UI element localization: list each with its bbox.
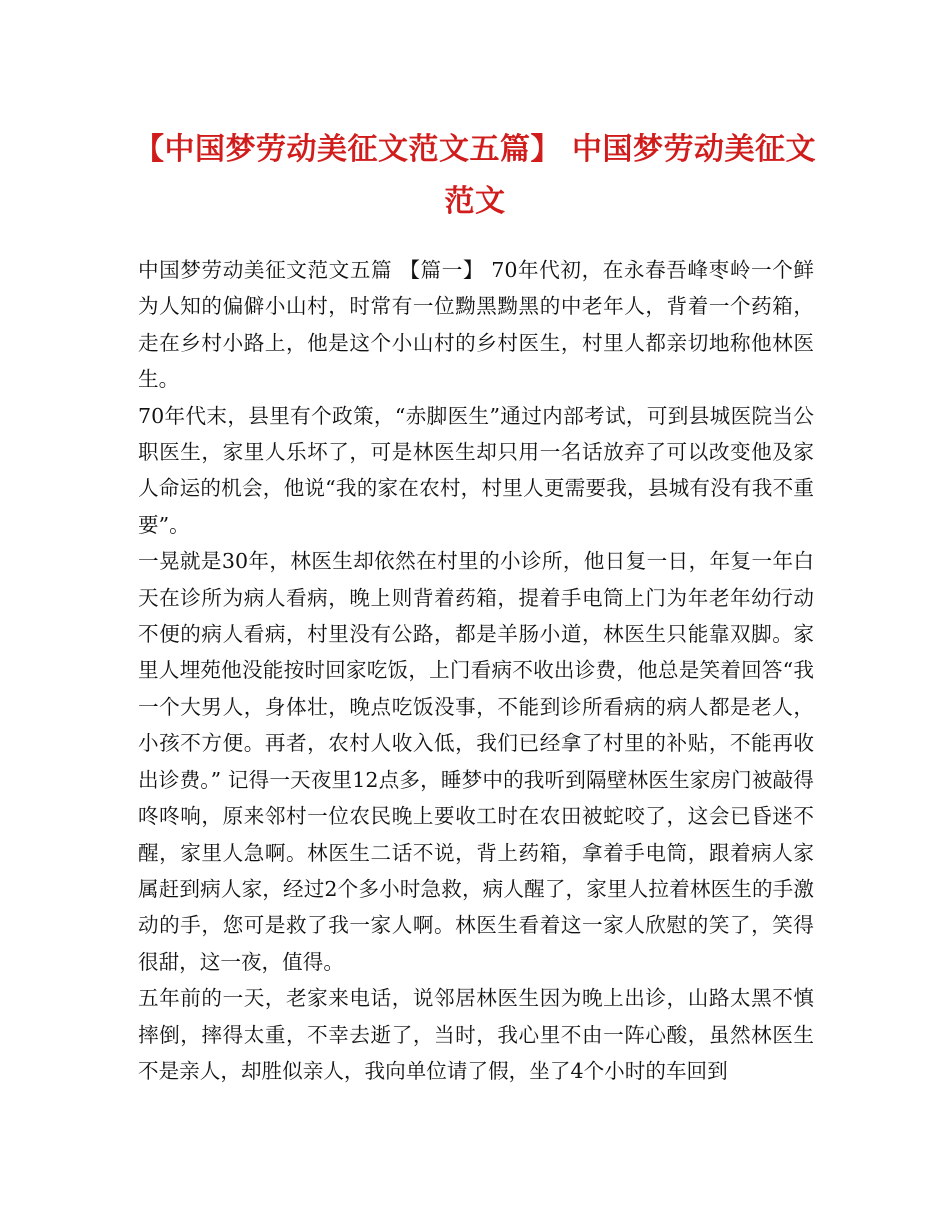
- document-title: 【中国梦劳动美征文范文五篇】 中国梦劳动美征文范文: [134, 132, 816, 219]
- paragraph-1: 中国梦劳动美征文范文五篇 【篇一】 70年代初，在永春吾峰枣岭一个鲜为人知的偏僻小山村，时常有一位黝黑黝黑的中老年人，背着一个药箱，走在乡村小路上，他是这个小山村的乡村医生，村里人都亲切地称他林医生。: [138, 258, 814, 392]
- paragraph-3: 一晃就是30年，林医生却依然在村里的小诊所，他日复一日，年复一年白天在诊所为病人看病，晚上则背着药箱，提着手电筒上门为年老年幼行动不便的病人看病，村里没有公路，都是羊肠小道，林医生只能靠双脚。家里人埋苑他没能按时回家吃饭，上门看病不收出诊费，他总是笑着回答“我一个大男人，身体壮，晚点吃饭没事，不能到诊所看病的病人都是老人，小孩不方便。再者，农村人收入低，我们已经拿了村里的补贴，不能再收出诊费。” 记得一天夜里12点多，睡梦中的我听到隔壁林医生家房门被敲得咚咚响，原来邻村一位农民晚上要收工时在农田被蛇咬了，这会已昏迷不醒，家里人急啊。林医生二话不说，背上药箱，拿着手电筒，跟着病人家属赶到病人家，经过2个多小时急救，病人醒了，家里人拉着林医生的手激动的手，您可是救了我一家人啊。林医生看着这一家人欣慰的笑了，笑得很甜，这一夜，值得。: [138, 549, 814, 974]
- paragraph-4: 五年前的一天，老家来电话，说邻居林医生因为晚上出诊，山路太黑不慎摔倒，摔得太重，不幸去逝了，当时，我心里不由一阵心酸，虽然林医生不是亲人，却胜似亲人，我向单位请了假，坐了4个小时的车回到: [138, 986, 814, 1083]
- document-body: [138, 252, 814, 1089]
- paragraph-2: 70年代末，县里有个政策，“赤脚医生”通过内部考试，可到县城医院当公职医生，家里人乐坏了，可是林医生却只用一名话放弃了可以改变他及家人命运的机会，他说“我的家在农村，村里人更需要我，县城有没有我不重要”。: [138, 403, 814, 537]
